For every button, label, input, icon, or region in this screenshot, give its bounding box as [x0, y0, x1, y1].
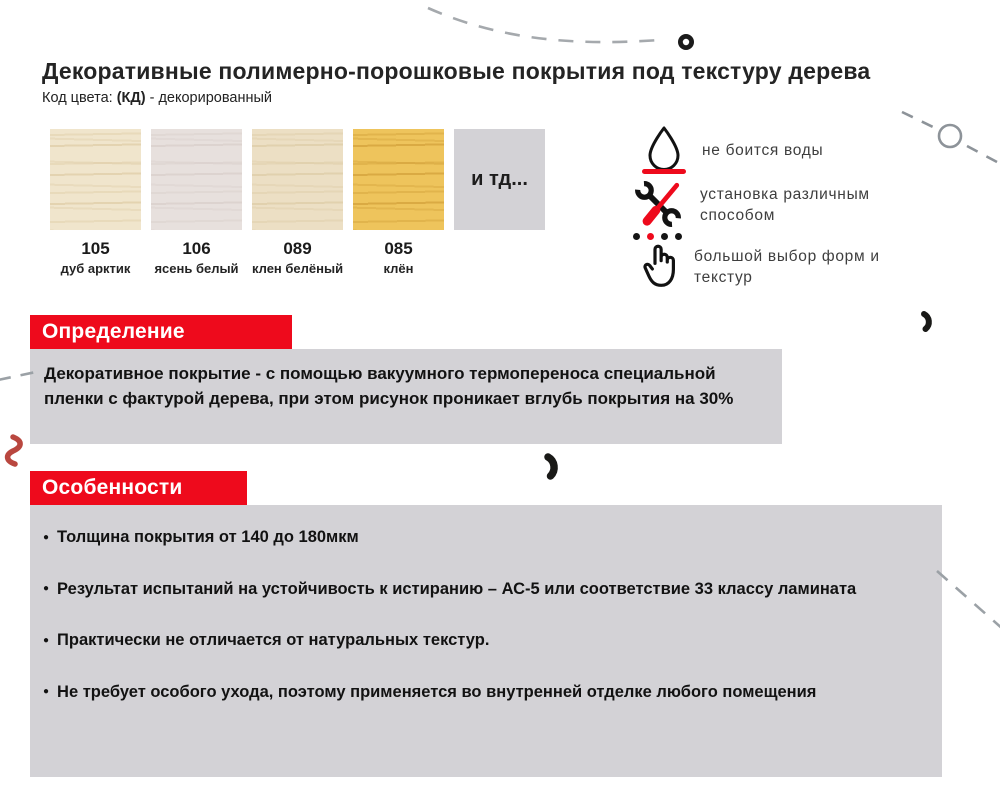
- hand-pointer-icon: [641, 243, 681, 289]
- comma-middle-decoration: [548, 457, 554, 476]
- swatch-tile: [353, 129, 444, 230]
- swatch-name: клен белёный: [251, 261, 344, 276]
- swatch-code: 085: [384, 239, 413, 258]
- dashes-bottom-right-decoration: [937, 571, 1000, 630]
- color-swatch: [353, 129, 444, 276]
- ring-icon: [939, 125, 961, 147]
- dot-icon: [675, 233, 682, 240]
- color-swatch: [151, 129, 242, 276]
- color-swatch: [50, 129, 141, 276]
- characteristics-heading: Особенности: [30, 471, 247, 505]
- swatch-row: [50, 129, 545, 276]
- swatch-tile: [252, 129, 343, 230]
- water-drop-icon: [645, 125, 683, 171]
- dot-red-icon: [647, 233, 654, 240]
- feature-choice-label: большой выбор форм и текстур: [694, 248, 880, 286]
- characteristic-item: ● Толщина покрытия от 140 до 180мкм: [43, 522, 926, 553]
- swatch-name: дуб арктик: [60, 261, 131, 276]
- swatch-name: ясень белый: [154, 261, 239, 276]
- characteristic-item: ● Результат испытаний на устойчивость к истиранию – АС-5 или соответствие 33 классу ламината: [43, 574, 926, 605]
- choice-dots-icon: [633, 233, 682, 240]
- water-drop-underline: [642, 169, 686, 174]
- dot-icon: [633, 233, 640, 240]
- definition-body: Декоративное покрытие - с помощью вакуумного термопереноса специальной пленки с фактурой дерева, при этом рисунок проникает вглубь покрытия на 30%: [30, 349, 782, 444]
- characteristic-item: ● Практически не отличается от натуральных текстур.: [43, 625, 926, 656]
- page-title: Декоративные полимерно-порошковые покрытия под текстуру дерева: [42, 58, 871, 84]
- characteristic-item: ● Не требует особого ухода, поэтому применяется во внутренней отделке любого помещения: [43, 677, 926, 708]
- dashed-ring-right-decoration: [902, 112, 997, 162]
- characteristics-list: [30, 505, 942, 777]
- swatch-etc: и тд...: [454, 129, 545, 230]
- dashed-curve-top-decoration: [428, 8, 694, 50]
- color-code-prefix: Код цвета:: [42, 90, 117, 106]
- color-code-line: [42, 90, 272, 106]
- tools-icon: [634, 180, 682, 228]
- feature-water-label: не боится воды: [702, 142, 824, 159]
- swatch-code: 106: [182, 239, 211, 258]
- dot-icon: [661, 233, 668, 240]
- color-code-suffix: - декорированный: [145, 90, 272, 106]
- swatch-tile: [151, 129, 242, 230]
- definition-heading: Определение: [30, 315, 292, 349]
- swatch-name: клён: [383, 261, 414, 276]
- swatch-tile: [50, 129, 141, 230]
- swatch-code: 105: [81, 239, 110, 258]
- color-code-value: (КД): [116, 90, 146, 106]
- color-swatch: [252, 129, 343, 276]
- feature-install-label: установка различным способом: [700, 186, 870, 224]
- squiggle-red-decoration: [8, 437, 21, 464]
- donut-icon: [678, 34, 694, 50]
- swatch-code: 089: [283, 239, 312, 258]
- comma-right-decoration: [924, 314, 929, 329]
